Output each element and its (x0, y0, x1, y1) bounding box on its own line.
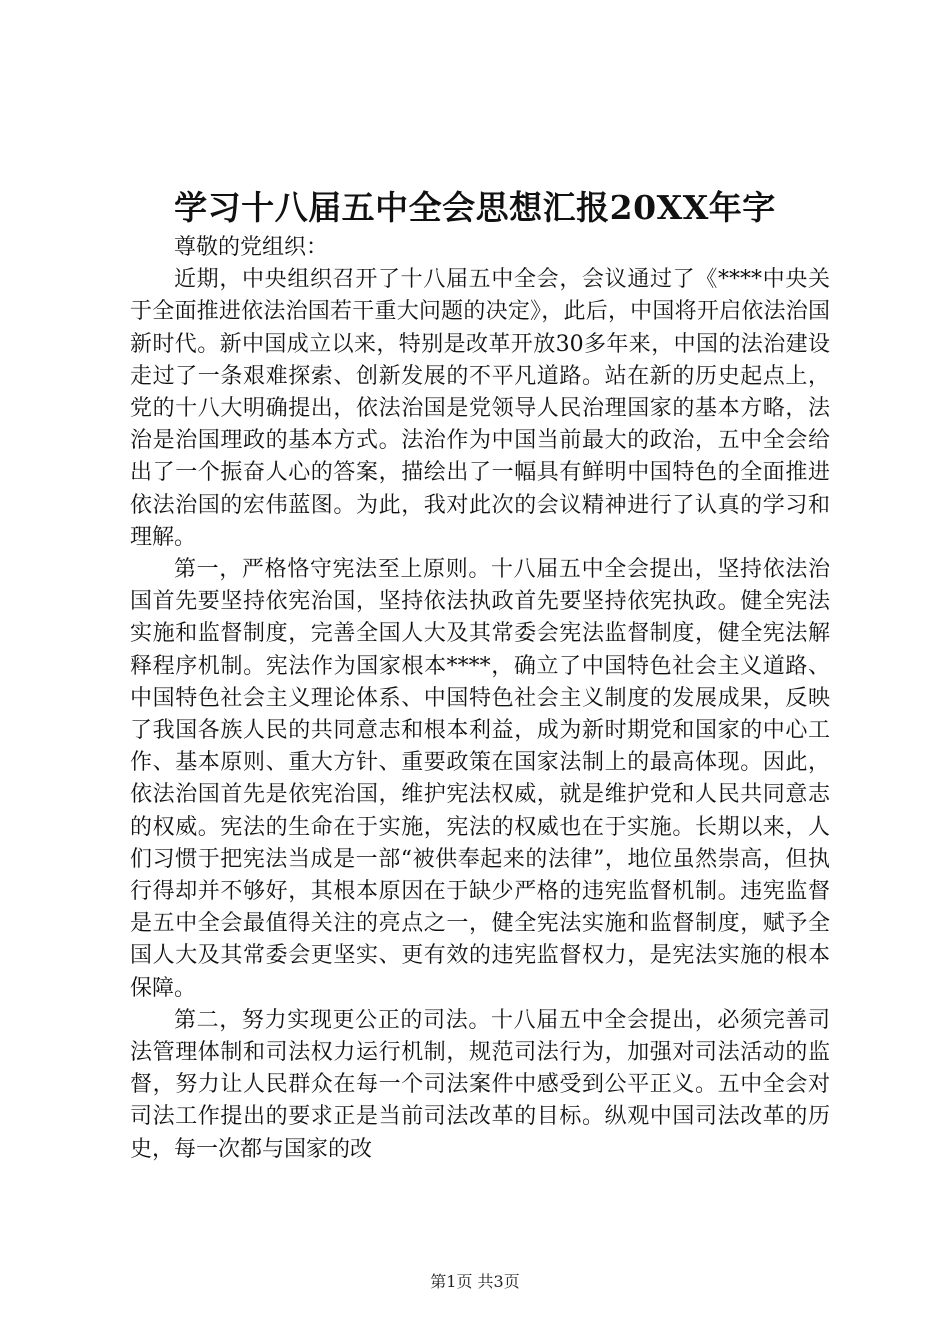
document-body (130, 232, 830, 1166)
paragraph-second-point: 第二，努力实现更公正的司法。十八届五中全会提出，必须完善司法管理体制和司法权力运行机制，规范司法行为，加强对司法活动的监督，努力让人民群众在每一个司法案件中感受到公平正义。五中全会对司法工作提出的要求正是当前司法改革的目标。纵观中国司法改革的历史，每一次都与国家的改 (130, 1007, 830, 1162)
salutation: 尊敬的党组织： (174, 235, 329, 260)
paragraph-first-point: 第一，严格恪守宪法至上原则。十八届五中全会提出，坚持依法治国首先要坚持依宪治国，坚持依法执政首先要坚持依宪执政。健全宪法实施和监督制度，完善全国人大及其常委会宪法监督制度，健全宪法解释程序机制。宪法作为国家根本****，确立了中国特色社会主义道路、中国特色社会主义理论体系、中国特色社会主义制度的发展成果，反映了我国各族人民的共同意志和根本利益，成为新时期党和国家的中心工作、基本原则、重大方针、重要政策在国家法制上的最高体现。因此，依法治国首先是依宪治国，维护宪法权威，就是维护党和人民共同意志的权威。宪法的生命在于实施，宪法的权威也在于实施。长期以来，人们习惯于把宪法当成是一部“被供奉起来的法律”，地位虽然崇高，但执行得却并不够好，其根本原因在于缺少严格的违宪监督机制。违宪监督是五中全会最值得关注的亮点之一，健全宪法实施和监督制度，赋予全国人大及其常委会更坚实、更有效的违宪监督权力，是宪法实施的根本保障。 (130, 557, 830, 1001)
page-footer: 第1页 共3页 (430, 1272, 520, 1291)
paragraph-intro: 近期，中央组织召开了十八届五中全会，会议通过了《****中央关于全面推进依法治国若干重大问题的决定》，此后，中国将开启依法治国新时代。新中国成立以来，特别是改革开放30多年来，中国的法治建设走过了一条艰难探索、创新发展的不平凡道路。站在新的历史起点上，党的十八大明确提出，依法治国是党领导人民治理国家的基本方略，法治是治国理政的基本方式。法治作为中国当前最大的政治，五中全会给出了一个振奋人心的答案，描绘出了一幅具有鲜明中国特色的全面推进依法治国的宏伟蓝图。为此，我对此次的会议精神进行了认真的学习和理解。 (130, 267, 830, 550)
document-title: 学习十八届五中全会思想汇报20XX年字 (174, 188, 776, 227)
